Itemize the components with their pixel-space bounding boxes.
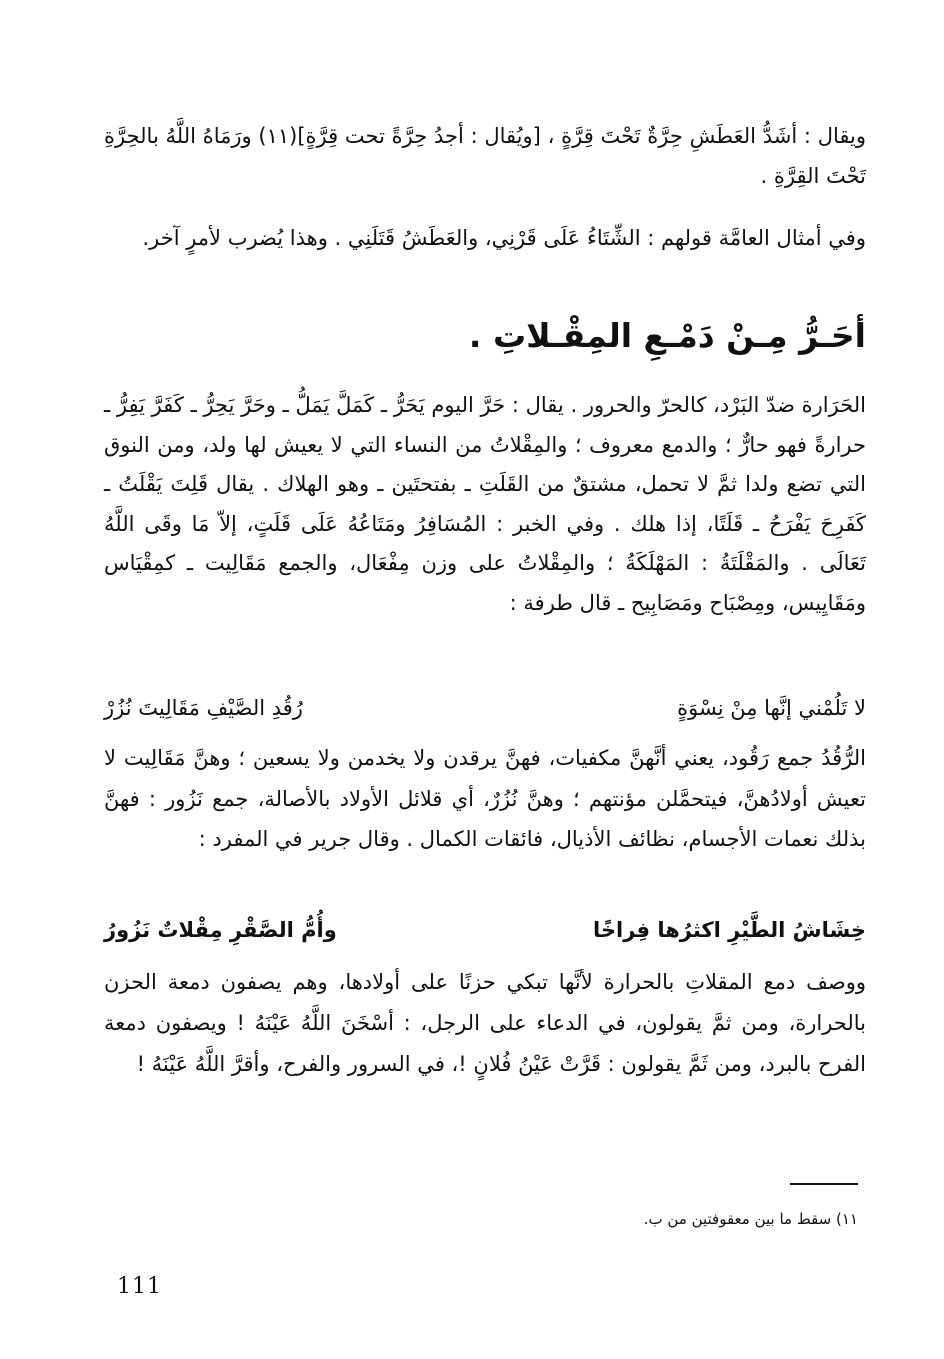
footnote: ١١) سقط ما بين معقوفتين من ب.	[643, 1210, 858, 1228]
paragraph-tears-description: ووصف دمع المقلاتِ بالحرارة لأنَّها تبكي حزنًا على أولادها، وهم يصفون دمعة الحزن بالحرارة، ومن ثمَّ يقولون، في الدعاء على الرجل، : أسْخَنَ اللَّهُ عَيْنَهُ ! ويصفون دمعة الفرح بالبرد، ومن ثَمَّ يقولون : قَرَّتْ عَيْنُ فُلانٍ !، في السرور والفرح، وأقرَّ اللَّهُ عَيْنَهُ !	[104, 970, 866, 1076]
verse-second-hemistich: رُقُدِ الصَّيْفِ مَقَالِيتَ نُزُرْ	[104, 696, 303, 720]
footnote-divider	[790, 1183, 858, 1185]
verse-first-hemistich: لا تَلُمْني إنَّها مِنْ نِسْوَةٍ	[677, 696, 866, 720]
verse-first-hemistich: خِشَاشُ الطَّيْرِ اكثرُها فِراخًا	[593, 918, 866, 942]
entry-heading: أحَـرُّ مِـنْ دَمْـعِ المِقْـلاتِ .	[468, 316, 866, 355]
verse-jarir	[104, 918, 866, 942]
paragraph-definition: الحَرَارة ضدّ البَرْد، كالحرّ والحرور . يقال : حَرَّ اليوم يَحَرُّ ـ كَمَلَّ يَمَلُّ ـ وحَرَّ يَحِرُّ ـ كَفَرَّ يَفِرُّ ـ حرارةً فهو حارٌّ ؛ والدمع معروف ؛ والمِقْلاتُ من النساء التي لا يعيش لها ولد، ومن النوق التي تضع ولدا ثمَّ لا تحمل، مشتقٌ من القَلَتِ ـ بفتحتَين ـ وهو الهلاك . يقال قَلِتَ يَقْلَتُ ـ كَفَرِحَ يَفْرَحُ ـ قَلَتًا، إذا هلك . وفي الخبر : المُسَافِرُ ومَتَاعُهُ عَلَى قَلَتٍ، إلاّ مَا وقَى اللَّهُ تَعَالَى . والمَقْلَتَةُ : المَهْلَكَةُ ؛ والمِقْلاتُ على وزن مِفْعَال، والجمع مَقَالِيت ـ كمِقْيَاس ومَقَايِيس، ومِصْبَاح ومَصَابِيح ـ قال طرفة :	[104, 393, 866, 615]
verse-tarafa	[104, 696, 866, 720]
verse-second-hemistich: وأُمُّ الصَّقْرِ مِقْلاتٌ نَزُورُ	[104, 918, 337, 942]
paragraph-proverb-thirst: ويقال : أشَدُّ العَطَشِ حِرَّةٌ تَحْتَ قِرَّةٍ ، [ويُقال : أجدُ حِرَّةً تحت قِرَّةٍ](١١) ورَمَاهُ اللَّهُ بالحِرَّةِ تَحْتَ القِرَّةِ .	[104, 124, 866, 188]
page-number: 111	[117, 1274, 162, 1299]
paragraph-verse-explanation: الرُّقُدُ جمع رَقُود، يعني أنَّهنَّ مكفيات، فهنَّ يرقدن ولا يخدمن ولا يسعين ؛ وهنَّ مَقَالِيت لا تعيش أولادُهنَّ، فيتحمَّلن مؤنتهم ؛ وهنَّ نُزُرٌ، أي قلائل الأولاد بالأصالة، جمع نَزُور : فهنَّ بذلك نعمات الأجسام، نظائف الأذيال، فائقات الكمال . وقال جرير في المفرد :	[104, 746, 866, 851]
paragraph-common-proverbs: وفي أمثال العامَّة قولهم : الشِّتَاءُ عَلَى قَرْنِي، والعَطَشُ قَتَلَنِي . وهذا يُضرب لأمرٍ آخر.	[142, 226, 866, 250]
